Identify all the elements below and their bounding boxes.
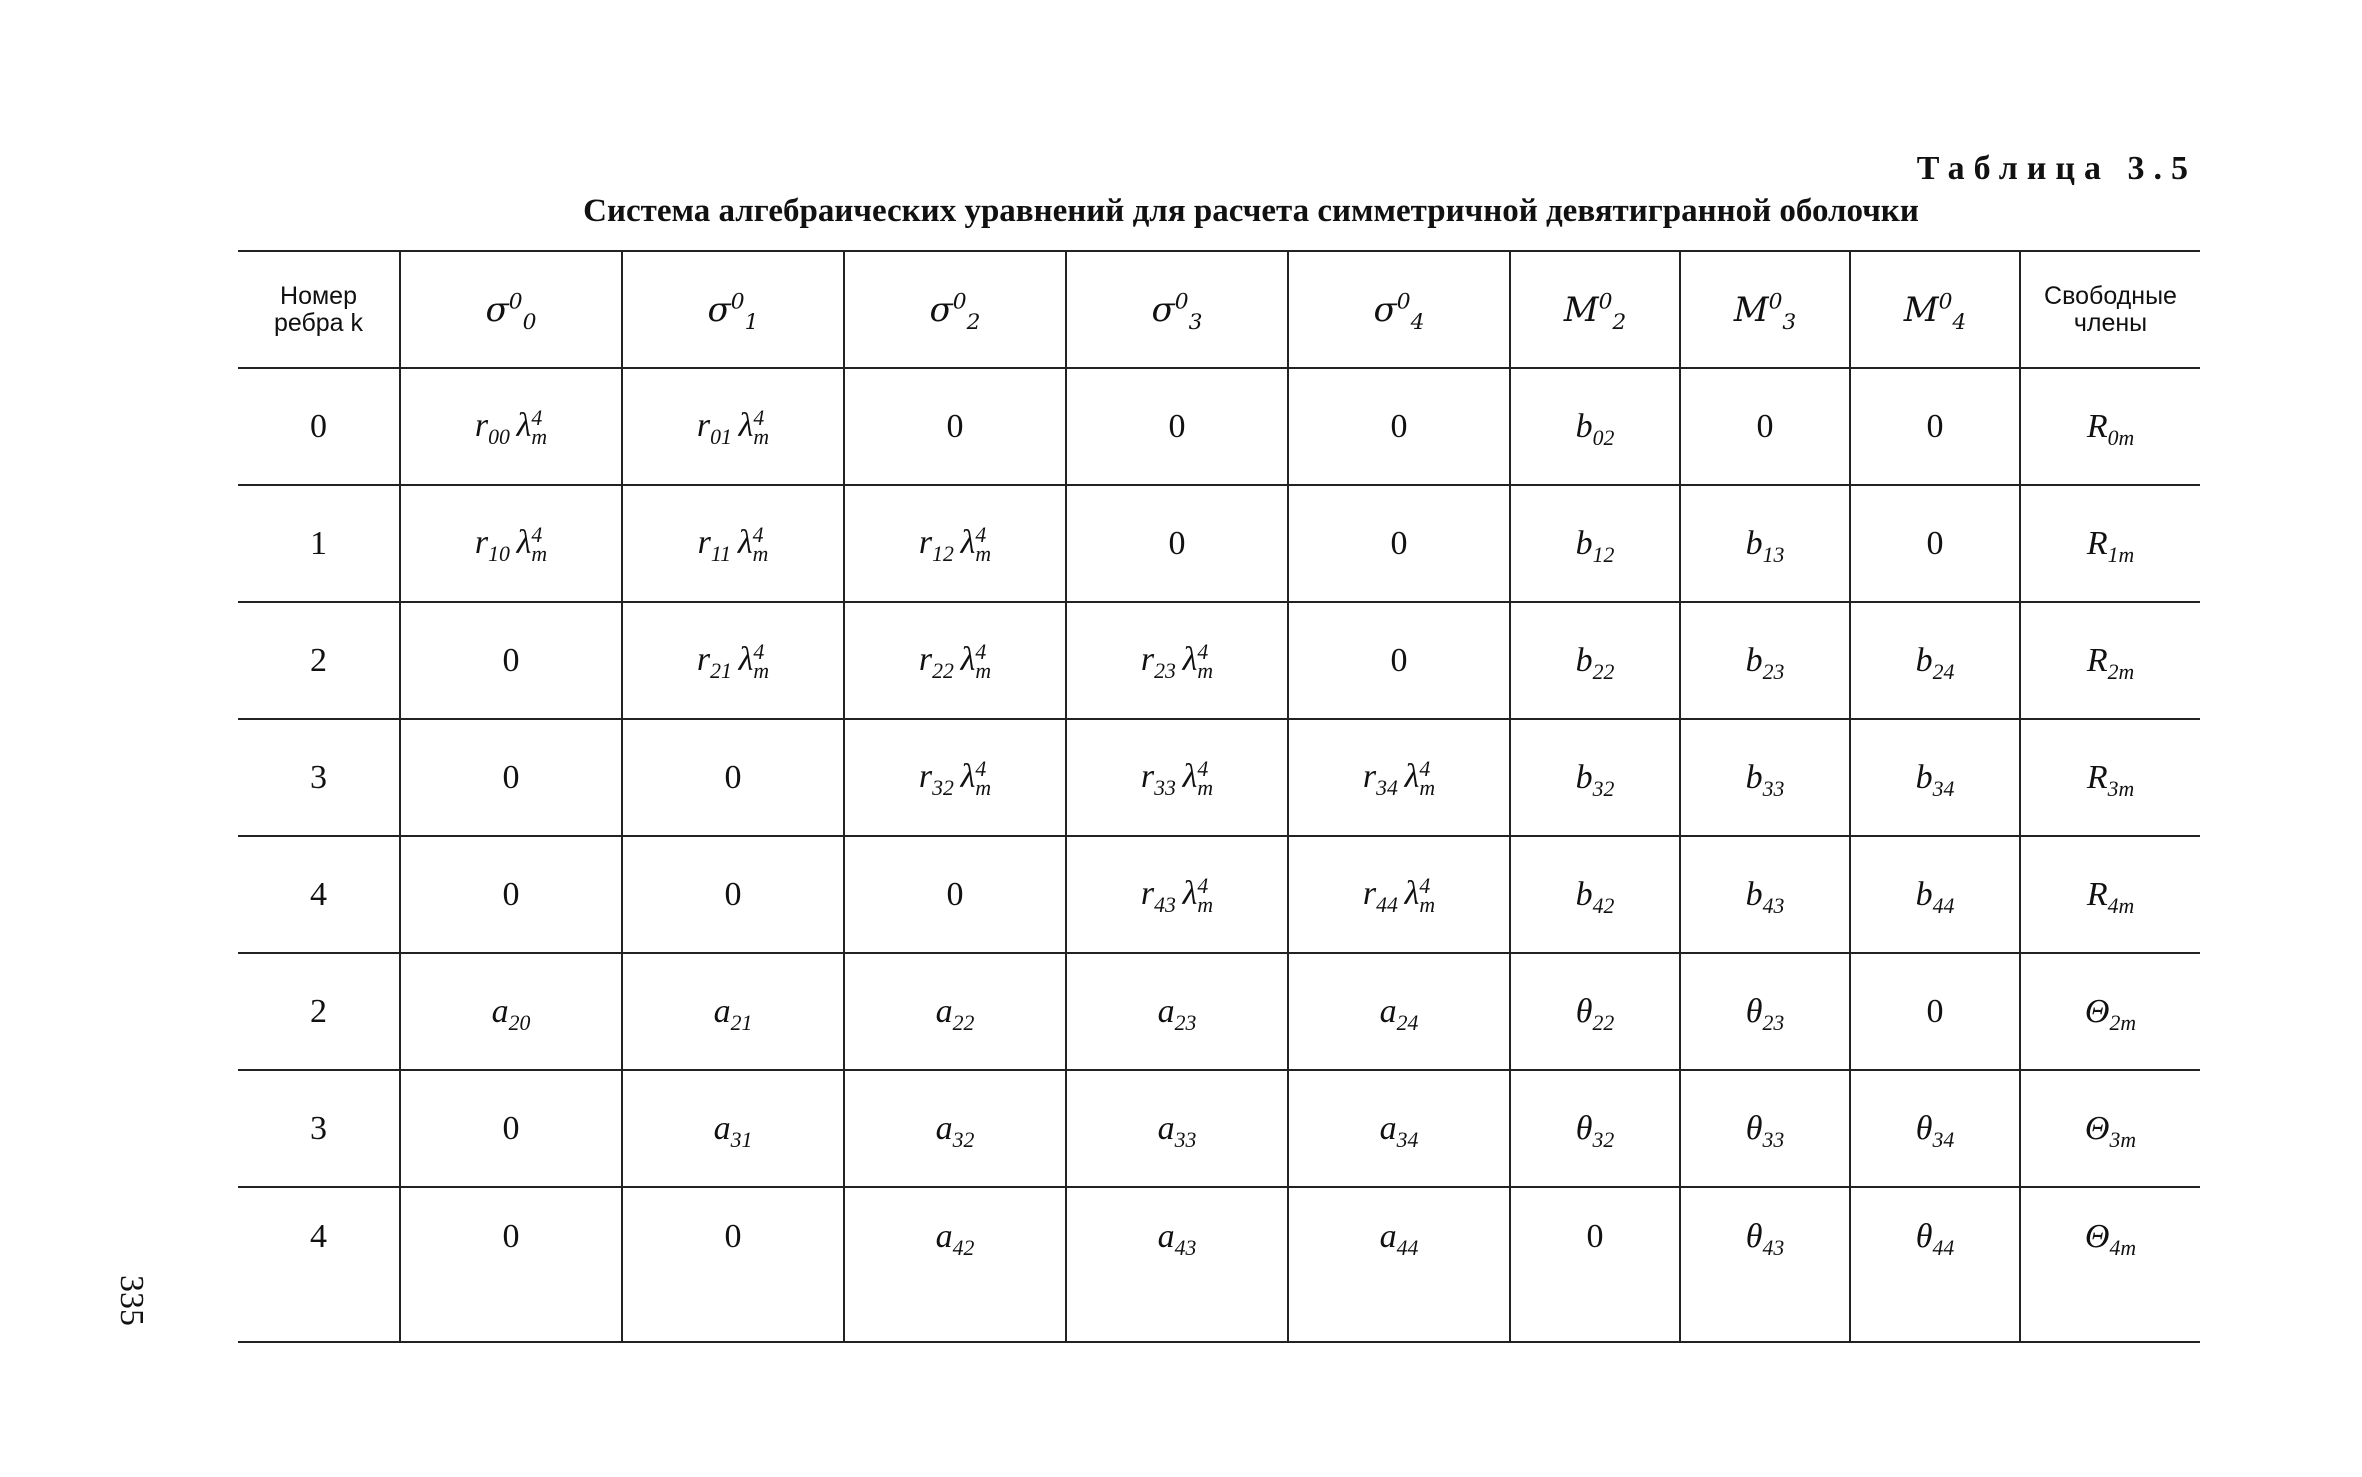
coefficient-index: 01 xyxy=(710,424,732,449)
coefficient-cell xyxy=(400,953,622,1070)
header-sigma0: $\sigma^0_0$ xyxy=(400,251,622,368)
lambda-symbol: λ xyxy=(738,406,754,444)
coefficient-index: 20 xyxy=(508,1010,531,1035)
coefficient-cell xyxy=(2020,719,2200,836)
lambda-power: 4 xyxy=(752,523,764,548)
coefficient-symbol: r xyxy=(1140,757,1155,795)
lambda-symbol: λ xyxy=(960,523,976,561)
coefficient-cell xyxy=(1288,1187,1510,1342)
coefficient-cell xyxy=(844,953,1066,1070)
coefficient-symbol: b xyxy=(1915,641,1933,679)
coefficient-symbol: b xyxy=(1575,875,1593,913)
edge-number-cell: 4 xyxy=(310,875,327,913)
coefficient-index: 10 xyxy=(488,541,510,566)
coefficient-symbol: 0 xyxy=(502,1109,520,1147)
coefficient-index: 33 xyxy=(1174,1127,1197,1152)
table-row xyxy=(238,485,2200,602)
header-edge-number-line2: ребра k xyxy=(273,308,364,337)
lambda-power: 4 xyxy=(531,406,543,431)
coefficient-cell xyxy=(1510,1070,1680,1187)
coefficient-symbol: a xyxy=(935,1109,953,1147)
lambda-symbol: λ xyxy=(1404,757,1420,795)
coefficient-cell xyxy=(1680,368,1850,485)
coefficient-symbol: b xyxy=(1575,758,1593,796)
coefficient-cell xyxy=(1288,953,1510,1070)
lambda-symbol: λ xyxy=(516,406,532,444)
coefficient-symbol: 0 xyxy=(946,875,964,913)
table-row xyxy=(238,953,2200,1070)
coefficient-cell xyxy=(844,485,1066,602)
coefficient-cell xyxy=(844,1187,1066,1342)
header-row xyxy=(238,251,2200,368)
coefficient-cell xyxy=(400,602,622,719)
coefficient-cell xyxy=(1680,602,1850,719)
coefficient-index: 2m xyxy=(2109,1010,2137,1035)
coefficient-symbol: b xyxy=(1575,407,1593,445)
header-free-terms-line1: Свободные xyxy=(2044,282,2177,311)
coefficient-cell xyxy=(1288,485,1510,602)
lambda-power: 4 xyxy=(531,523,543,548)
coefficient-cell xyxy=(1066,485,1288,602)
coefficient-symbol: r xyxy=(1362,874,1377,912)
coefficient-index: 24 xyxy=(1396,1010,1419,1035)
edge-number-cell: 4 xyxy=(310,1218,327,1255)
equations-table xyxy=(238,250,2200,1343)
coefficient-symbol: r xyxy=(696,406,711,444)
coefficient-cell xyxy=(844,719,1066,836)
header-free-terms-line2: члены xyxy=(2073,308,2148,337)
coefficient-index: 32 xyxy=(952,1127,975,1152)
coefficient-symbol: a xyxy=(1379,1218,1397,1255)
coefficient-cell xyxy=(1680,1070,1850,1187)
coefficient-index: 31 xyxy=(730,1127,753,1152)
edge-number-cell: 2 xyxy=(310,641,327,679)
coefficient-cell xyxy=(400,1187,622,1342)
coefficient-index: 23 xyxy=(1154,658,1176,683)
coefficient-cell xyxy=(622,1070,844,1187)
coefficient-symbol: a xyxy=(935,992,953,1030)
lambda-index: m xyxy=(975,775,992,800)
coefficient-symbol: r xyxy=(918,640,933,678)
coefficient-symbol: a xyxy=(1379,1109,1397,1147)
coefficient-symbol: θ xyxy=(1745,992,1763,1030)
lambda-power: 4 xyxy=(753,640,765,665)
coefficient-cell xyxy=(1288,602,1510,719)
coefficient-symbol: 0 xyxy=(724,1218,742,1255)
coefficient-index: 21 xyxy=(730,1010,753,1035)
coefficient-symbol: 0 xyxy=(1168,524,1186,562)
coefficient-symbol: a xyxy=(1379,992,1397,1030)
lambda-index: m xyxy=(531,541,548,566)
table-row xyxy=(238,836,2200,953)
coefficient-cell xyxy=(1288,836,1510,953)
lambda-index: m xyxy=(1419,775,1436,800)
coefficient-symbol: b xyxy=(1745,875,1763,913)
lambda-symbol: λ xyxy=(1404,874,1420,912)
header-m2: $M^0_2$ xyxy=(1510,251,1680,368)
coefficient-index: 24 xyxy=(1932,659,1955,684)
coefficient-cell xyxy=(622,719,844,836)
coefficient-index: 3m xyxy=(2109,1127,2137,1152)
header-sigma1: $\sigma^0_1$ xyxy=(622,251,844,368)
coefficient-cell xyxy=(1510,836,1680,953)
edge-number-cell: 3 xyxy=(310,758,327,796)
coefficient-symbol: r xyxy=(696,640,711,678)
coefficient-index: 23 xyxy=(1174,1010,1197,1035)
table-label: Таблица 3.5 xyxy=(1916,150,2197,187)
coefficient-index: 32 xyxy=(932,775,954,800)
lambda-index: m xyxy=(1197,658,1214,683)
coefficient-cell xyxy=(844,368,1066,485)
coefficient-index: 34 xyxy=(1932,1127,1955,1152)
coefficient-symbol: 0 xyxy=(1926,992,1944,1030)
coefficient-index: 00 xyxy=(488,424,510,449)
coefficient-cell xyxy=(2020,602,2200,719)
lambda-index: m xyxy=(752,541,769,566)
lambda-symbol: λ xyxy=(516,523,532,561)
lambda-index: m xyxy=(1197,775,1214,800)
edge-number-cell: 3 xyxy=(310,1109,327,1147)
coefficient-cell xyxy=(1850,953,2020,1070)
coefficient-cell xyxy=(1680,485,1850,602)
coefficient-cell xyxy=(1850,602,2020,719)
coefficient-cell xyxy=(1510,485,1680,602)
coefficient-symbol: b xyxy=(1575,524,1593,562)
coefficient-index: 11 xyxy=(710,541,732,566)
coefficient-cell xyxy=(400,836,622,953)
coefficient-symbol: 0 xyxy=(1390,641,1408,679)
lambda-power: 4 xyxy=(1197,757,1209,782)
coefficient-cell xyxy=(400,1070,622,1187)
coefficient-cell xyxy=(400,485,622,602)
coefficient-symbol: r xyxy=(1362,757,1377,795)
table-row xyxy=(238,1187,2200,1342)
lambda-index: m xyxy=(1419,892,1436,917)
coefficient-symbol: r xyxy=(474,406,489,444)
coefficient-index: 3m xyxy=(2107,776,2135,801)
coefficient-index: 43 xyxy=(1762,893,1785,918)
coefficient-cell xyxy=(2020,953,2200,1070)
lambda-power: 4 xyxy=(1419,757,1431,782)
coefficient-symbol: θ xyxy=(1745,1218,1763,1255)
coefficient-cell xyxy=(1066,836,1288,953)
coefficient-symbol: 0 xyxy=(946,407,964,445)
coefficient-symbol: θ xyxy=(1915,1218,1933,1255)
coefficient-symbol: r xyxy=(474,523,489,561)
coefficient-index: 32 xyxy=(1592,1127,1615,1152)
coefficient-index: 44 xyxy=(1376,892,1398,917)
coefficient-symbol: r xyxy=(697,523,711,561)
lambda-power: 4 xyxy=(975,523,987,548)
coefficient-cell xyxy=(844,602,1066,719)
coefficient-cell xyxy=(2020,1070,2200,1187)
lambda-symbol: λ xyxy=(960,757,976,795)
coefficient-index: 22 xyxy=(952,1010,975,1035)
lambda-index: m xyxy=(975,541,992,566)
coefficient-cell xyxy=(2020,485,2200,602)
coefficient-cell xyxy=(622,1187,844,1342)
table-row xyxy=(238,719,2200,836)
coefficient-symbol: θ xyxy=(1915,1109,1933,1147)
lambda-index: m xyxy=(531,424,548,449)
coefficient-cell xyxy=(1288,719,1510,836)
header-edge-number xyxy=(238,251,400,368)
coefficient-symbol: b xyxy=(1915,875,1933,913)
lambda-symbol: λ xyxy=(960,640,976,678)
coefficient-symbol: b xyxy=(1745,641,1763,679)
header-m4: $M^0_4$ xyxy=(1850,251,2020,368)
coefficient-symbol: r xyxy=(918,523,933,561)
coefficient-symbol: a xyxy=(1157,1218,1175,1255)
lambda-index: m xyxy=(753,658,770,683)
coefficient-index: 22 xyxy=(1592,659,1615,684)
coefficient-index: 02 xyxy=(1592,425,1615,450)
coefficient-symbol: 0 xyxy=(1168,407,1186,445)
lambda-symbol: λ xyxy=(1182,640,1198,678)
coefficient-cell xyxy=(1066,368,1288,485)
coefficient-cell xyxy=(622,602,844,719)
coefficient-index: 21 xyxy=(710,658,732,683)
coefficient-index: 12 xyxy=(1592,542,1615,567)
coefficient-cell xyxy=(622,368,844,485)
coefficient-cell xyxy=(622,485,844,602)
edge-number-cell: 1 xyxy=(310,524,327,562)
coefficient-index: 33 xyxy=(1762,776,1785,801)
coefficient-symbol: b xyxy=(1745,758,1763,796)
coefficient-cell xyxy=(1850,1187,2020,1342)
coefficient-symbol: R xyxy=(2086,641,2108,679)
lambda-index: m xyxy=(1197,892,1214,917)
lambda-symbol: λ xyxy=(1182,757,1198,795)
lambda-power: 4 xyxy=(1197,874,1209,899)
coefficient-cell xyxy=(1850,836,2020,953)
coefficient-cell xyxy=(1680,1187,1850,1342)
coefficient-index: 32 xyxy=(1592,776,1615,801)
coefficient-cell xyxy=(1850,719,2020,836)
coefficient-index: 13 xyxy=(1762,542,1785,567)
coefficient-index: 43 xyxy=(1154,892,1176,917)
lambda-power: 4 xyxy=(1419,874,1431,899)
lambda-symbol: λ xyxy=(738,640,754,678)
coefficient-cell xyxy=(1066,719,1288,836)
coefficient-index: 4m xyxy=(2109,1235,2137,1260)
lambda-symbol: λ xyxy=(1182,874,1198,912)
coefficient-cell xyxy=(622,953,844,1070)
coefficient-index: 44 xyxy=(1396,1235,1419,1260)
coefficient-index: 44 xyxy=(1932,1235,1955,1260)
coefficient-symbol: 0 xyxy=(724,875,742,913)
coefficient-symbol: 0 xyxy=(1586,1218,1604,1255)
lambda-symbol: λ xyxy=(737,523,753,561)
coefficient-index: 23 xyxy=(1762,1010,1785,1035)
coefficient-index: 44 xyxy=(1932,893,1955,918)
coefficient-cell xyxy=(1850,368,2020,485)
coefficient-index: 1m xyxy=(2107,542,2135,567)
coefficient-cell xyxy=(1288,368,1510,485)
lambda-index: m xyxy=(753,424,770,449)
coefficient-symbol: θ xyxy=(1575,992,1593,1030)
coefficient-cell xyxy=(400,719,622,836)
coefficient-cell xyxy=(1510,602,1680,719)
coefficient-symbol: 0 xyxy=(502,641,520,679)
coefficient-symbol: a xyxy=(713,992,731,1030)
edge-number-cell: 0 xyxy=(310,407,327,445)
coefficient-index: 23 xyxy=(1762,659,1785,684)
coefficient-symbol: 0 xyxy=(502,875,520,913)
coefficient-index: 34 xyxy=(1932,776,1955,801)
coefficient-symbol: R xyxy=(2086,524,2108,562)
table-row xyxy=(238,602,2200,719)
coefficient-index: 34 xyxy=(1396,1127,1419,1152)
coefficient-symbol: a xyxy=(713,1109,731,1147)
coefficient-symbol: r xyxy=(918,757,933,795)
coefficient-cell xyxy=(1066,953,1288,1070)
coefficient-index: 12 xyxy=(932,541,954,566)
coefficient-cell xyxy=(1850,1070,2020,1187)
coefficient-cell xyxy=(2020,1187,2200,1342)
coefficient-symbol: Θ xyxy=(2084,992,2110,1030)
lambda-power: 4 xyxy=(975,640,987,665)
coefficient-cell xyxy=(1680,953,1850,1070)
coefficient-symbol: b xyxy=(1575,641,1593,679)
lambda-power: 4 xyxy=(975,757,987,782)
header-m3: $M^0_3$ xyxy=(1680,251,1850,368)
coefficient-index: 42 xyxy=(952,1235,975,1260)
coefficient-symbol: b xyxy=(1915,758,1933,796)
coefficient-symbol: R xyxy=(2086,407,2108,445)
coefficient-cell xyxy=(1680,836,1850,953)
lambda-index: m xyxy=(975,658,992,683)
coefficient-symbol: 0 xyxy=(1926,407,1944,445)
coefficient-cell xyxy=(844,1070,1066,1187)
lambda-power: 4 xyxy=(753,406,765,431)
coefficient-symbol: 0 xyxy=(502,1218,520,1255)
lambda-power: 4 xyxy=(1197,640,1209,665)
coefficient-symbol: 0 xyxy=(1756,407,1774,445)
coefficient-index: 22 xyxy=(932,658,954,683)
coefficient-index: 33 xyxy=(1762,1127,1785,1152)
coefficient-symbol: θ xyxy=(1745,1109,1763,1147)
header-sigma2: $\sigma^0_2$ xyxy=(844,251,1066,368)
coefficient-cell xyxy=(1850,485,2020,602)
coefficient-cell xyxy=(1510,368,1680,485)
coefficient-index: 4m xyxy=(2107,893,2135,918)
coefficient-cell xyxy=(2020,368,2200,485)
coefficient-symbol: R xyxy=(2086,758,2108,796)
header-free-terms xyxy=(2020,251,2200,368)
coefficient-cell xyxy=(622,836,844,953)
coefficient-cell xyxy=(1066,1070,1288,1187)
coefficient-cell xyxy=(2020,836,2200,953)
coefficient-symbol: a xyxy=(491,992,509,1030)
coefficient-index: 42 xyxy=(1592,893,1615,918)
coefficient-symbol: a xyxy=(1157,1109,1175,1147)
coefficient-index: 43 xyxy=(1762,1235,1785,1260)
coefficient-symbol: Θ xyxy=(2084,1218,2110,1255)
table-title: Система алгебраических уравнений для расчета симметричной девятигранной оболочки xyxy=(583,193,1919,229)
table-row xyxy=(238,368,2200,485)
table-row xyxy=(238,1070,2200,1187)
coefficient-cell xyxy=(1510,1187,1680,1342)
header-edge-number-line1: Номер xyxy=(280,282,357,311)
coefficient-cell xyxy=(1066,602,1288,719)
coefficient-symbol: a xyxy=(935,1218,953,1255)
edge-number-cell: 2 xyxy=(310,992,327,1030)
coefficient-cell xyxy=(1066,1187,1288,1342)
coefficient-cell xyxy=(1288,1070,1510,1187)
coefficient-symbol: 0 xyxy=(502,758,520,796)
header-sigma4: $\sigma^0_4$ xyxy=(1288,251,1510,368)
page-number: 335 xyxy=(113,1275,150,1326)
coefficient-cell xyxy=(844,836,1066,953)
coefficient-symbol: 0 xyxy=(1390,407,1408,445)
coefficient-symbol: 0 xyxy=(1390,524,1408,562)
coefficient-cell xyxy=(1680,719,1850,836)
coefficient-symbol: 0 xyxy=(1926,524,1944,562)
header-sigma3: $\sigma^0_3$ xyxy=(1066,251,1288,368)
coefficient-symbol: 0 xyxy=(724,758,742,796)
coefficient-symbol: θ xyxy=(1575,1109,1593,1147)
coefficient-cell xyxy=(1510,953,1680,1070)
coefficient-index: 2m xyxy=(2107,659,2135,684)
coefficient-symbol: Θ xyxy=(2084,1109,2110,1147)
coefficient-index: 34 xyxy=(1376,775,1398,800)
coefficient-symbol: R xyxy=(2086,875,2108,913)
coefficient-symbol: r xyxy=(1140,874,1155,912)
coefficient-symbol: r xyxy=(1140,640,1155,678)
coefficient-symbol: a xyxy=(1157,992,1175,1030)
coefficient-index: 43 xyxy=(1174,1235,1197,1260)
coefficient-symbol: b xyxy=(1745,524,1763,562)
coefficient-cell xyxy=(1510,719,1680,836)
coefficient-index: 22 xyxy=(1592,1010,1615,1035)
coefficient-index: 0m xyxy=(2107,425,2135,450)
coefficient-index: 33 xyxy=(1154,775,1176,800)
coefficient-cell xyxy=(400,368,622,485)
